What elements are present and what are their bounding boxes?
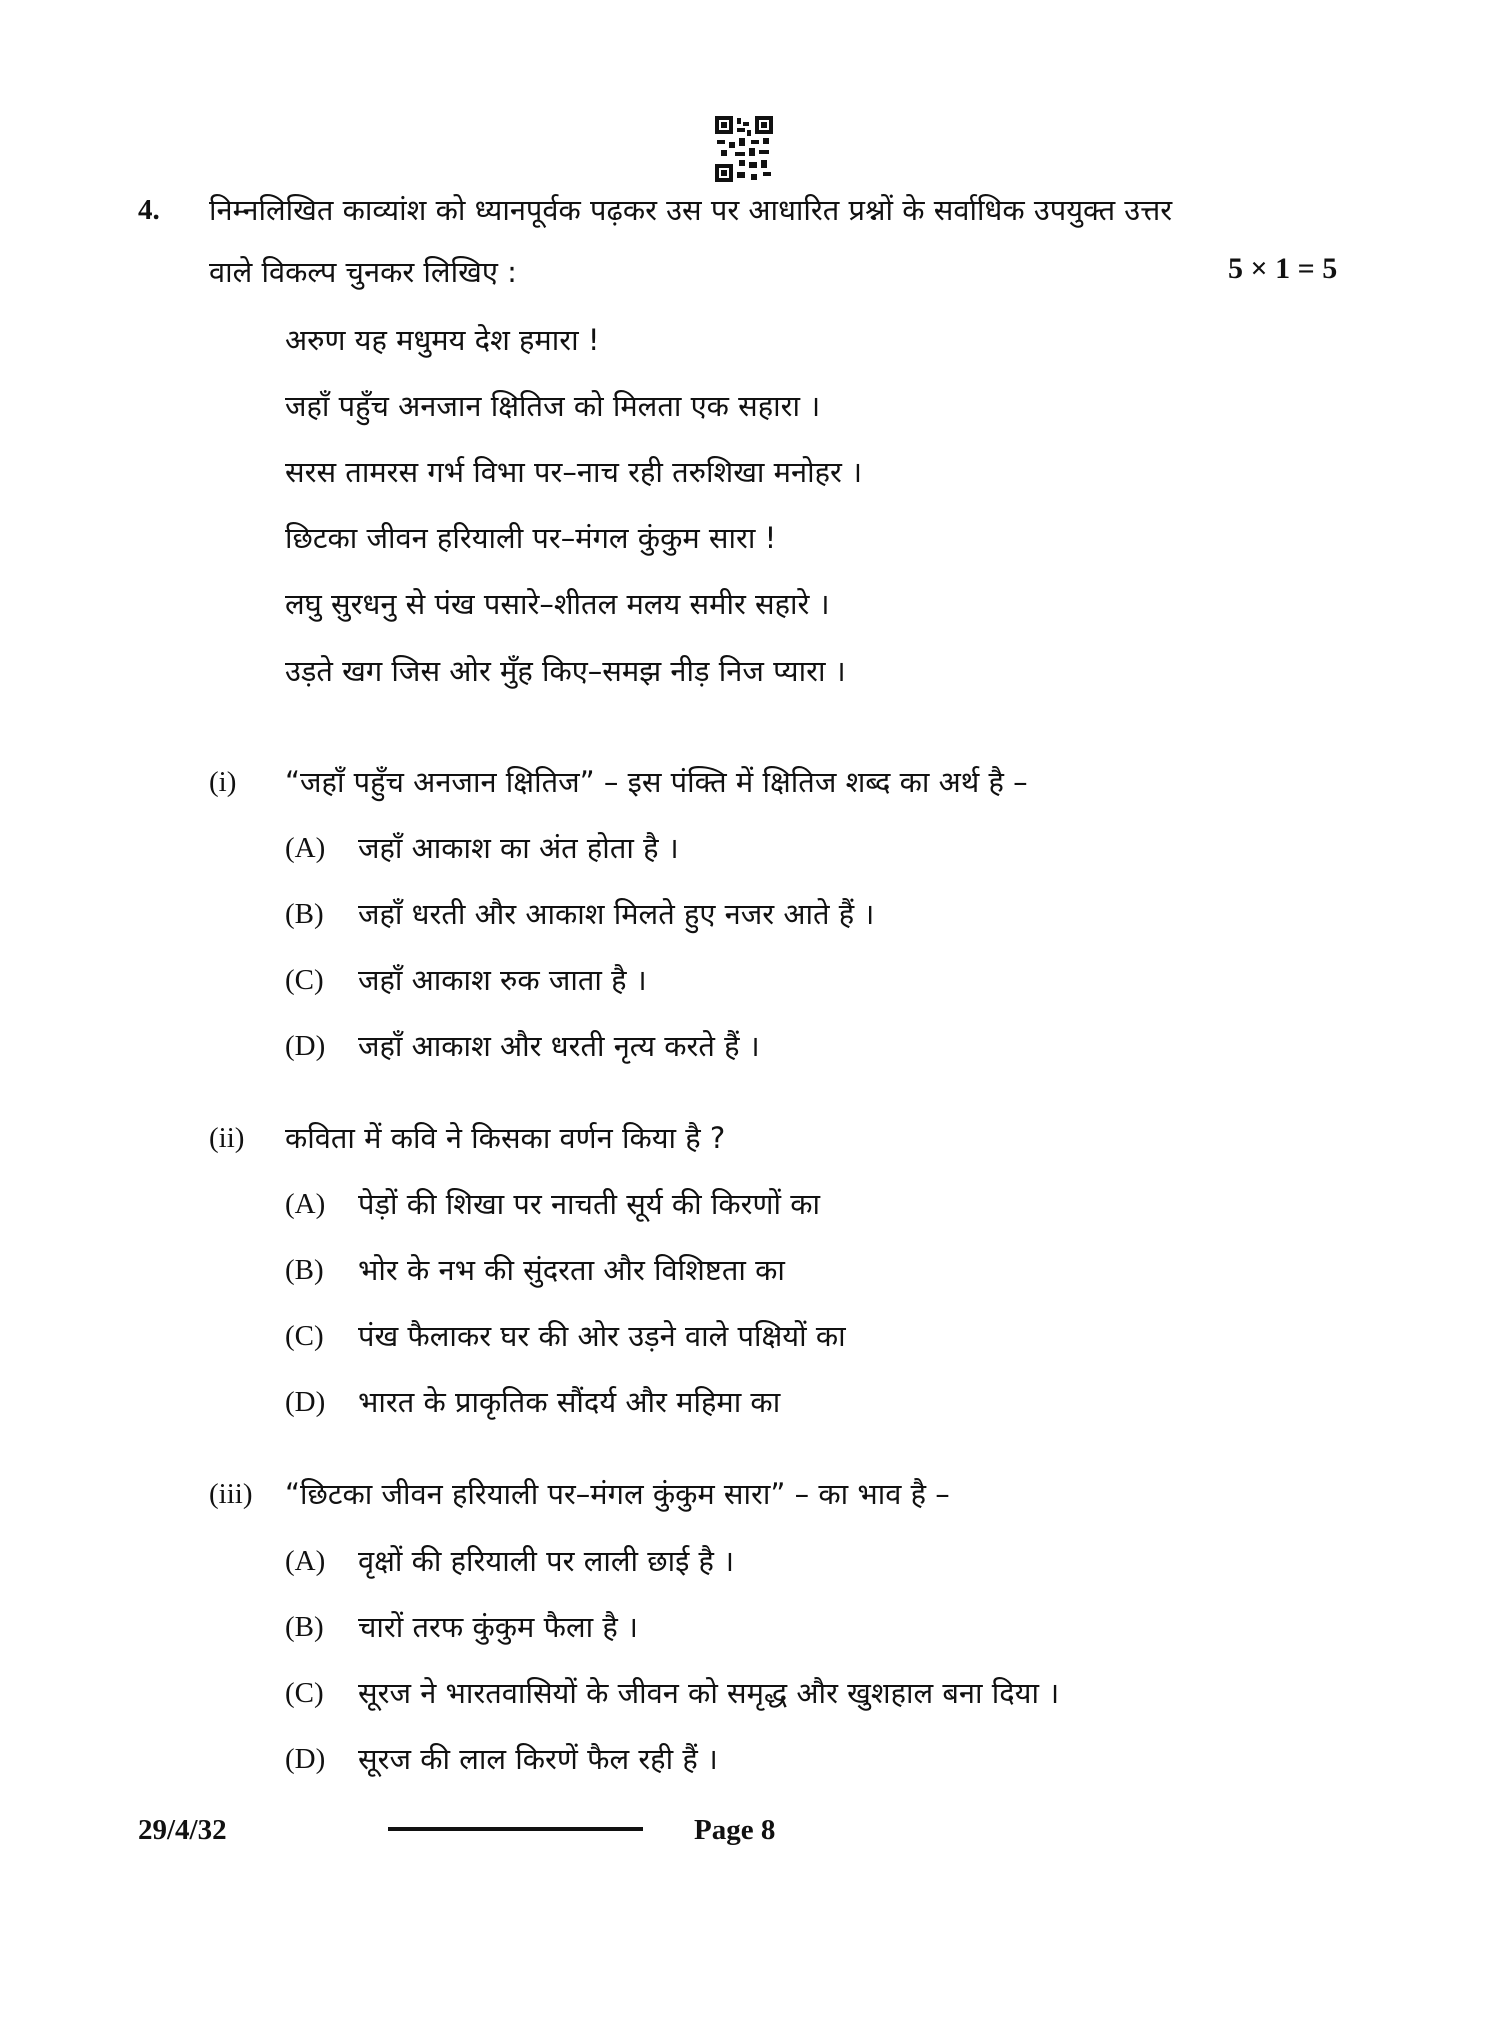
option-label: (A) [285,832,326,864]
page-number: Page 8 [694,1814,776,1846]
option-label: (A) [285,1188,326,1220]
poem-line: उड़ते खग जिस ओर मुँह किए–समझ नीड़ निज प्यारा । [285,654,846,688]
subquestion-number: (iii) [209,1478,253,1510]
option-label: (D) [285,1386,326,1418]
option-text: पंख फैलाकर घर की ओर उड़ने वाले पक्षियों का [358,1319,846,1353]
option-label: (C) [285,1320,324,1352]
option-text: वृक्षों की हरियाली पर लाली छाई है । [358,1544,735,1578]
option-label: (D) [285,1030,326,1062]
poem-line: सरस तामरस गर्भ विभा पर–नाच रही तरुशिखा मनोहर । [285,455,863,489]
option-text: भोर के नभ की सुंदरता और विशिष्टता का [358,1253,785,1287]
marks-allocation: 5 × 1 = 5 [1228,252,1338,285]
paper-code: 29/4/32 [138,1814,227,1846]
poem-line: अरुण यह मधुमय देश हमारा ! [285,323,600,357]
option-label: (B) [285,1254,324,1286]
option-text: भारत के प्राकृतिक सौंदर्य और महिमा का [358,1385,781,1419]
option-text: सूरज की लाल किरणें फैल रही हैं । [358,1742,718,1776]
option-label: (B) [285,1611,324,1643]
option-text: चारों तरफ कुंकुम फैला है । [358,1610,638,1644]
subquestion-text: “जहाँ पहुँच अनजान क्षितिज” – इस पंक्ति में क्षितिज शब्द का अर्थ है – [285,765,1028,799]
option-label: (D) [285,1743,326,1775]
subquestion-text: कविता में कवि ने किसका वर्णन किया है ? [285,1121,726,1155]
option-text: जहाँ आकाश रुक जाता है । [358,963,647,997]
option-text: पेड़ों की शिखा पर नाचती सूर्य की किरणों का [358,1187,820,1221]
option-label: (B) [285,898,324,930]
option-text: जहाँ धरती और आकाश मिलते हुए नजर आते हैं । [358,897,875,931]
subquestion-number: (ii) [209,1122,245,1154]
instruction-line-2: वाले विकल्प चुनकर लिखिए : [209,255,517,289]
option-text: सूरज ने भारतवासियों के जीवन को समृद्ध और खुशहाल बना दिया । [358,1676,1060,1710]
instruction-line-1: निम्नलिखित काव्यांश को ध्यानपूर्वक पढ़कर उस पर आधारित प्रश्नों के सर्वाधिक उपयुक्त उत्तर [209,193,1173,227]
subquestion-number: (i) [209,766,237,798]
poem-line: लघु सुरधनु से पंख पसारे–शीतल मलय समीर सहारे । [285,587,830,621]
option-label: (C) [285,1677,324,1709]
footer-divider [388,1827,643,1831]
option-label: (C) [285,964,324,996]
qr-code-icon [715,116,773,182]
option-text: जहाँ आकाश और धरती नृत्य करते हैं । [358,1029,760,1063]
poem-line: जहाँ पहुँच अनजान क्षितिज को मिलता एक सहारा । [285,389,821,423]
option-label: (A) [285,1545,326,1577]
poem-line: छिटका जीवन हरियाली पर–मंगल कुंकुम सारा ! [285,521,777,555]
question-number: 4. [138,194,160,226]
option-text: जहाँ आकाश का अंत होता है । [358,831,679,865]
subquestion-text: “छिटका जीवन हरियाली पर–मंगल कुंकुम सारा” – का भाव है – [285,1477,950,1511]
